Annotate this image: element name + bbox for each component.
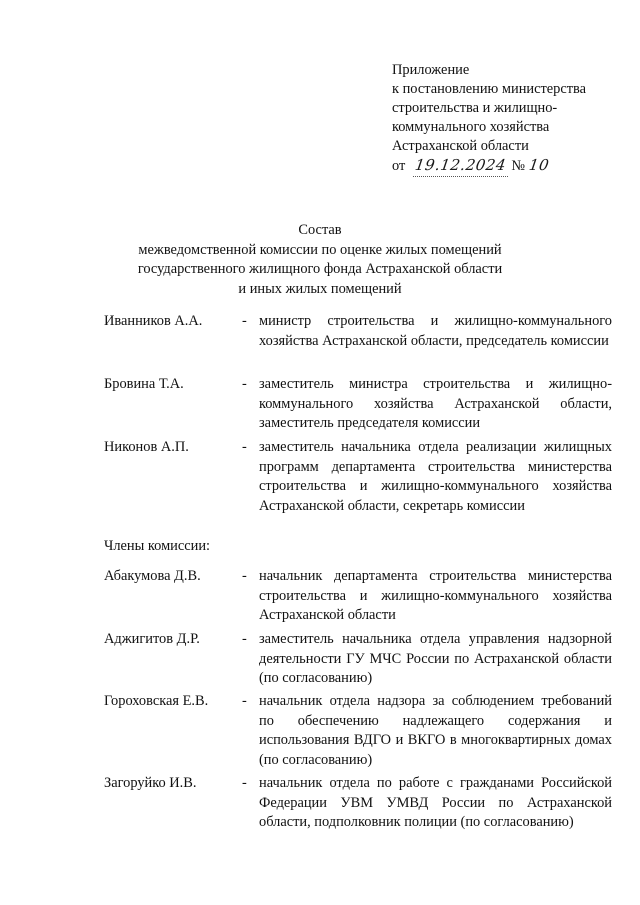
member-name: Никонов А.П. <box>104 439 189 455</box>
member-dash: - <box>242 568 247 584</box>
member-description: заместитель начальника отдела управления надзорной деятельности ГУ МЧС России по Астраханской области (по согласованию) <box>259 631 612 686</box>
handwritten-date: 19.12.2024 <box>413 156 508 174</box>
title-line: и иных жилых помещений <box>238 280 402 297</box>
member-name: Аджигитов Д.Р. <box>104 631 200 647</box>
title-line: межведомственной комиссии по оценке жилых помещений <box>138 241 502 258</box>
appendix-line: коммунального хозяйства <box>392 119 550 135</box>
document-title <box>0 221 640 299</box>
appendix-date-line <box>392 156 632 177</box>
member-description: начальник отдела надзора за соблюдением требований по обеспечению надлежащего содержания и использования ВДГО и ВКГО в многоквартирных домах (по согласованию) <box>259 693 612 768</box>
member-name: Иванников А.А. <box>104 313 203 329</box>
date-prefix: от <box>392 158 406 174</box>
handwritten-number: 10 <box>527 156 551 174</box>
members-label: Члены комиссии: <box>104 538 211 554</box>
member-dash: - <box>242 439 247 455</box>
appendix-line: к постановлению министерства <box>392 81 587 97</box>
appendix-line: строительства и жилищно- <box>392 100 558 116</box>
member-dash: - <box>242 376 247 392</box>
member-name: Гороховская Е.В. <box>104 693 209 709</box>
member-dash: - <box>242 631 247 647</box>
title-line: Состав <box>298 222 342 238</box>
member-description: начальник департамента строительства министерства строительства и жилищно-коммунального хозяйства Астраханской области <box>259 568 612 623</box>
number-prefix: № <box>511 158 526 174</box>
appendix-line: Астраханской области <box>392 138 529 154</box>
title-line: государственного жилищного фонда Астраханской области <box>137 261 503 277</box>
member-dash: - <box>242 313 247 329</box>
appendix-line: Приложение <box>392 62 470 78</box>
member-description: заместитель начальника отдела реализации жилищных программ департамента строительства министерства строительства и жилищно-коммунального хозяйства Астраханской области, секретарь комиссии <box>259 439 612 514</box>
member-name: Бровина Т.А. <box>104 376 184 392</box>
member-description: начальник отдела по работе с гражданами Российской Федерации УВМ УМВД России по Астраханской области, подполковник полиции (по согласованию) <box>259 775 612 830</box>
member-dash: - <box>242 775 247 791</box>
member-name: Загоруйко И.В. <box>104 775 197 791</box>
member-description: министр строительства и жилищно-коммунального хозяйства Астраханской области, председатель комиссии <box>259 313 612 349</box>
member-description: заместитель министра строительства и жилищно-коммунального хозяйства Астраханской области, заместитель председателя комиссии <box>259 376 612 431</box>
member-dash: - <box>242 693 247 709</box>
date-field <box>413 156 508 177</box>
appendix-block <box>392 61 632 177</box>
member-name: Абакумова Д.В. <box>104 568 201 584</box>
